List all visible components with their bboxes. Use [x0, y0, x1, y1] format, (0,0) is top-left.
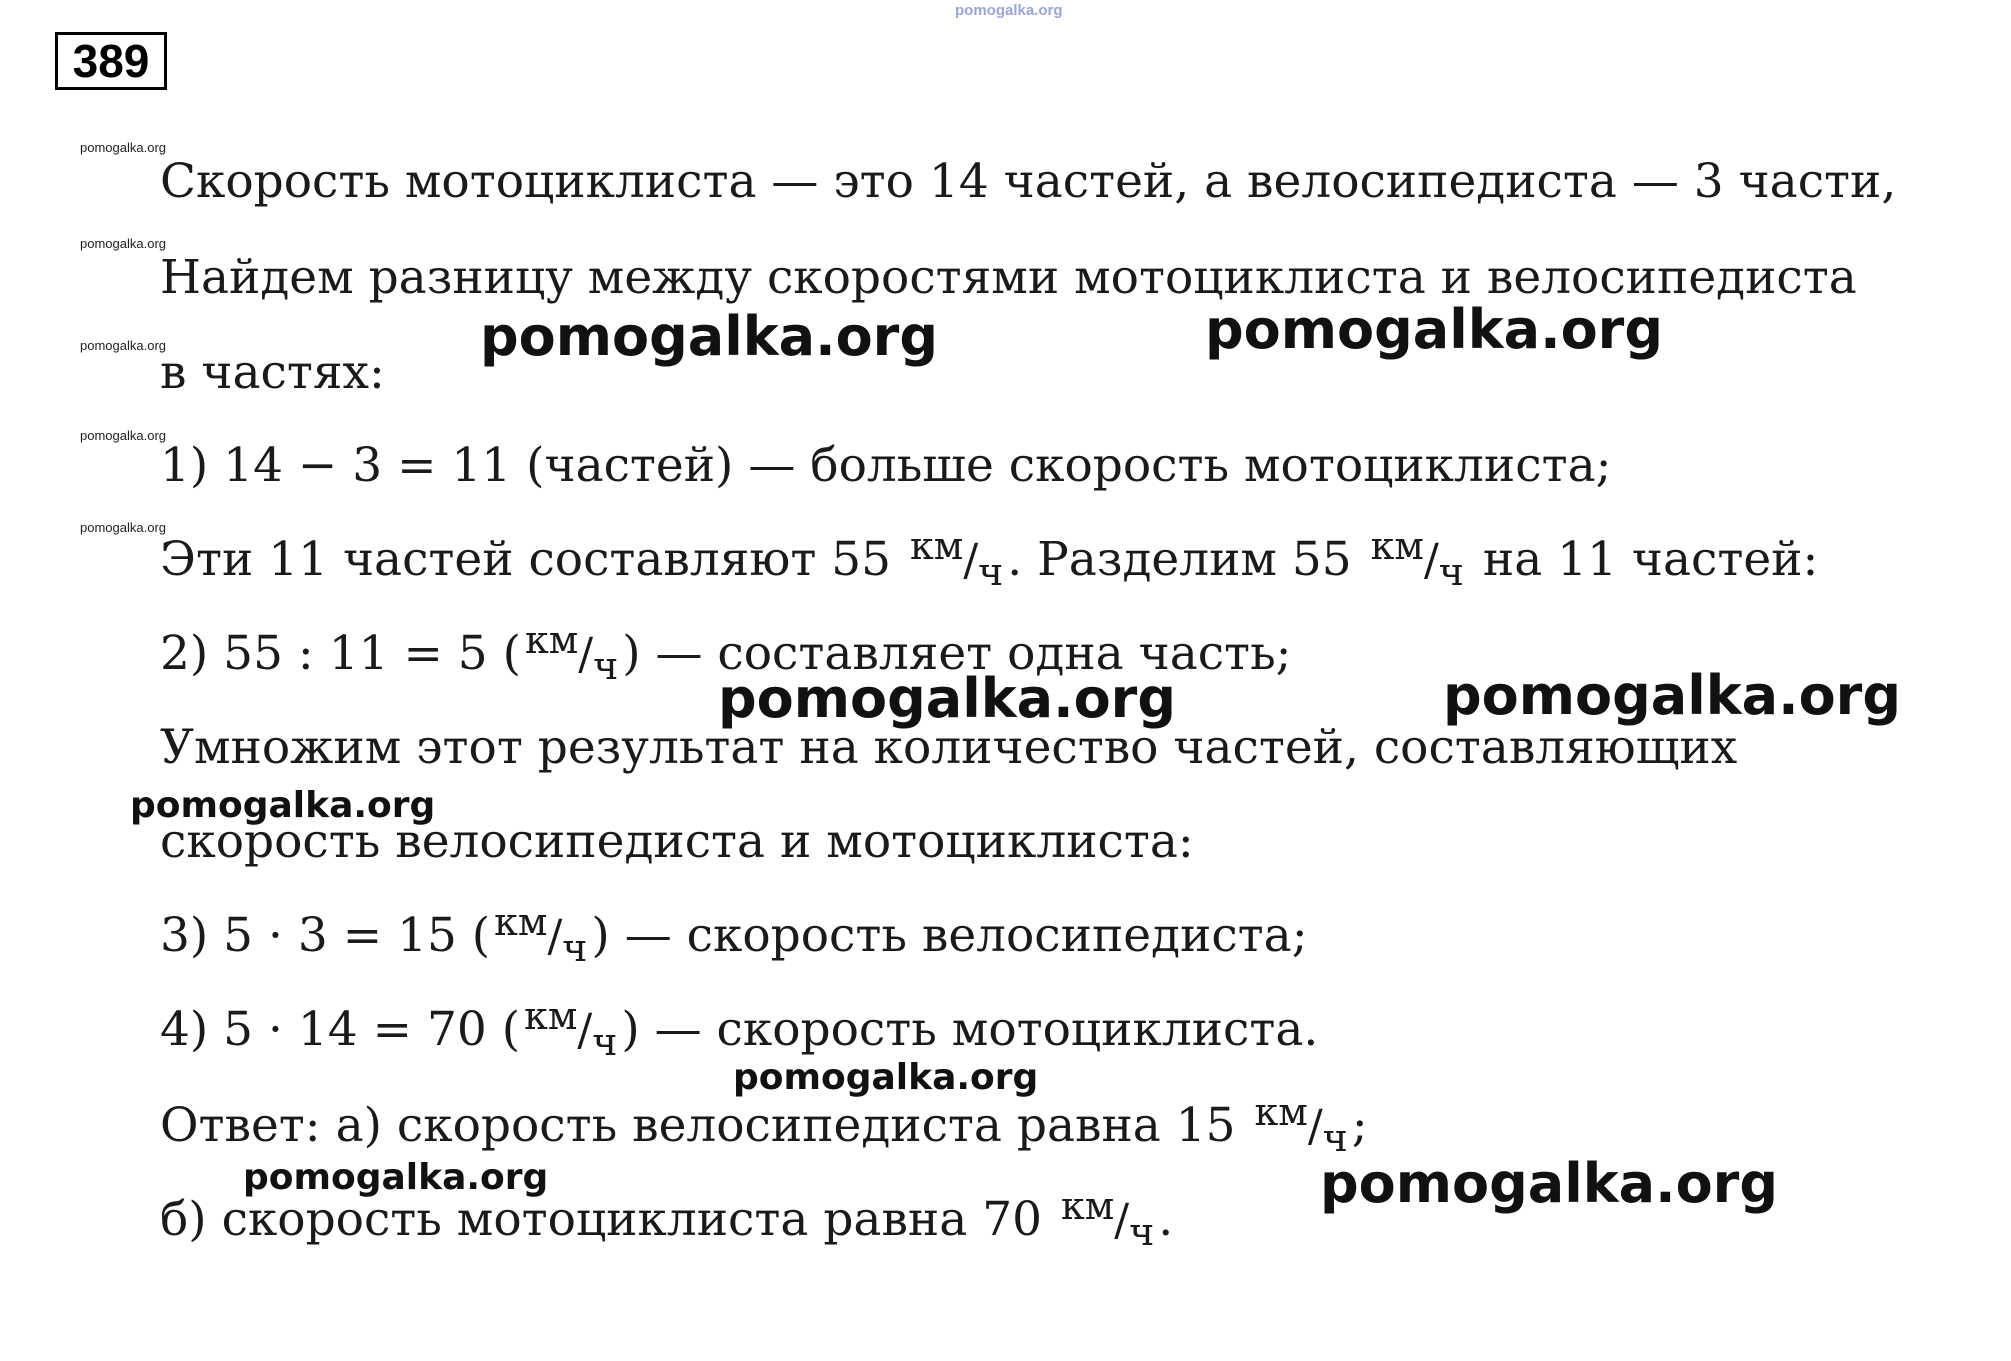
- line-5-part-2: . Разделим 55: [1007, 532, 1352, 587]
- line-5-part-3: на 11 частей:: [1482, 532, 1819, 587]
- watermark-large: pomogalka.org: [718, 667, 1176, 730]
- solution-line-6: 2) 55 : 11 = 5 ( км/ч) — составляет одна часть;: [160, 618, 1292, 688]
- unit-km-per-h: км/ч: [494, 900, 588, 970]
- watermark-margin: pomogalka.org: [80, 428, 166, 443]
- solution-line-10: 4) 5 · 14 = 70 ( км/ч) — скорость мотоциклиста.: [160, 994, 1319, 1064]
- watermark-large: pomogalka.org: [480, 305, 938, 368]
- problem-number: 389: [55, 32, 167, 90]
- watermark-margin: pomogalka.org: [80, 236, 166, 251]
- watermark-large: pomogalka.org: [1320, 1152, 1778, 1215]
- answer-line-b: б) скорость мотоциклиста равна 70 км/ч.: [160, 1184, 1174, 1254]
- unit-km-per-h: км/ч: [1254, 1090, 1348, 1160]
- solution-line-5: [160, 524, 1819, 594]
- unit-km-per-h: км/ч: [524, 994, 618, 1064]
- solution-line-3: в частях:: [160, 345, 385, 400]
- solution-line-9: 3) 5 · 3 = 15 ( км/ч) — скорость велосипедиста;: [160, 900, 1308, 970]
- solution-line-1: Скорость мотоциклиста — это 14 частей, а велосипедиста — 3 части,: [160, 154, 1897, 209]
- watermark-margin: pomogalka.org: [80, 520, 166, 535]
- solution-line-8: скорость велосипедиста и мотоциклиста:: [160, 814, 1194, 869]
- watermark-medium: pomogalka.org: [243, 1157, 549, 1198]
- watermark-large: pomogalka.org: [1443, 664, 1901, 727]
- watermark-margin: pomogalka.org: [80, 140, 166, 155]
- watermark-top: pomogalka.org: [955, 2, 1063, 19]
- unit-km-per-h: км/ч: [1060, 1184, 1155, 1254]
- unit-km-per-h: км/ч: [1370, 524, 1464, 594]
- solution-line-2: Найдем разницу между скоростями мотоциклиста и велосипедиста: [160, 250, 1857, 305]
- solution-line-4: 1) 14 − 3 = 11 (частей) — больше скорость мотоциклиста;: [160, 438, 1612, 493]
- watermark-medium: pomogalka.org: [733, 1057, 1039, 1098]
- solution-line-7: Умножим этот результат на количество частей, составляющих: [160, 720, 1738, 775]
- watermark-large: pomogalka.org: [1205, 298, 1663, 361]
- watermark-margin: pomogalka.org: [80, 338, 166, 353]
- watermark-medium: pomogalka.org: [130, 785, 436, 826]
- unit-km-per-h: км/ч: [524, 618, 619, 688]
- answer-line-a: Ответ: а) скорость велосипедиста равна 15 км/ч;: [160, 1090, 1368, 1160]
- line-5-part-1: Эти 11 частей составляют 55: [160, 532, 892, 587]
- unit-km-per-h: км/ч: [910, 524, 1004, 594]
